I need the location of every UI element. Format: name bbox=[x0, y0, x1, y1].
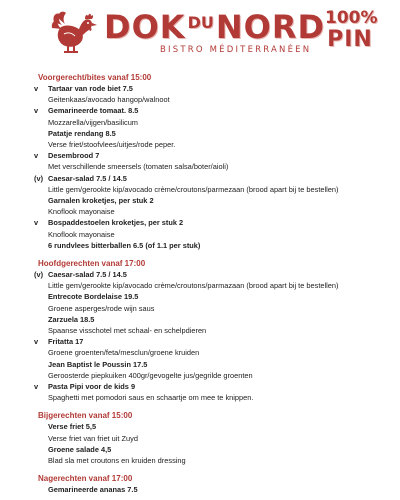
vegetarian-marker: v bbox=[34, 382, 39, 392]
dish-description bbox=[0, 117, 400, 128]
dish-description bbox=[0, 161, 400, 172]
line-text: Bospaddestoelen kroketjes, per stuk 2 bbox=[48, 218, 184, 228]
vegetarian-marker: v bbox=[34, 84, 39, 93]
vegetarian-marker: v bbox=[34, 151, 39, 161]
section-title: Hoofdgerechten vanaf 17:00 bbox=[38, 259, 146, 269]
line-text: Caesar-salad 7.5 / 14.5 bbox=[48, 173, 127, 183]
line-text: Little gem/gerookte kip/avocado crème/croutons/parmazaan (brood apart bij te bestellen) bbox=[48, 281, 339, 291]
line-text: Geitenkaas/avocado hangop/walnoot bbox=[48, 95, 170, 105]
dish-description bbox=[0, 229, 400, 240]
line-text: Verse friet van friet uit Zuyd bbox=[48, 433, 138, 443]
dish-description bbox=[0, 206, 400, 217]
section-title: Nagerechten vanaf 17:00 bbox=[38, 474, 133, 484]
brand-logo bbox=[104, 6, 325, 55]
dish-description bbox=[0, 347, 400, 358]
dish-description bbox=[0, 303, 400, 314]
vegetarian-marker: (v) bbox=[34, 173, 44, 183]
dish-description bbox=[0, 455, 400, 466]
brand-name-left: DOK bbox=[104, 8, 186, 46]
menu-section bbox=[0, 410, 400, 466]
line-text: Gemarineerde tomaat. 8.5 bbox=[48, 106, 139, 116]
line-text: Desembrood 7 bbox=[48, 151, 100, 161]
line-text: Knoflook mayonaise bbox=[48, 207, 115, 217]
menu-header bbox=[0, 0, 400, 66]
brand-name bbox=[104, 6, 325, 44]
dish-description bbox=[0, 433, 400, 444]
dish-name bbox=[0, 484, 400, 495]
line-text: Blad sla met croutons en kruiden dressing bbox=[48, 456, 186, 466]
dish-name bbox=[0, 381, 400, 392]
line-text: Spaanse visschotel met schaal- en schelpdieren bbox=[48, 326, 207, 336]
dish-name bbox=[0, 150, 400, 161]
rooster-logo-icon bbox=[50, 8, 100, 54]
vegetarian-marker: v bbox=[34, 218, 39, 228]
line-text: Pasta Pipi voor de kids 9 bbox=[48, 382, 136, 392]
dish-description bbox=[0, 280, 400, 291]
dish-description bbox=[0, 392, 400, 403]
dish-description bbox=[0, 370, 400, 381]
dish-name bbox=[0, 105, 400, 116]
line-text: Knoflook mayonaise bbox=[48, 229, 115, 239]
menu-section bbox=[0, 258, 400, 403]
line-text: Gemarineerde ananas 7.5 bbox=[48, 485, 138, 495]
badge-percent: 100% bbox=[325, 8, 378, 28]
line-text: Groene salade 4,5 bbox=[48, 444, 112, 454]
brand-name-right: NORD bbox=[215, 8, 326, 46]
line-text: Mozzarella/vijgen/basilicum bbox=[48, 117, 138, 127]
dish-name bbox=[0, 421, 400, 432]
line-text: Garnalen kroketjes, per stuk 2 bbox=[48, 196, 154, 206]
dish-name bbox=[0, 83, 400, 94]
dish-description bbox=[0, 184, 400, 195]
vegetarian-marker: v bbox=[34, 106, 39, 116]
line-text: Verse friet 5,5 bbox=[48, 422, 97, 432]
brand-name-du: DU bbox=[187, 13, 214, 32]
dish-name bbox=[0, 128, 400, 139]
dish-name bbox=[0, 269, 400, 280]
dish-name bbox=[0, 314, 400, 325]
line-text: Patatje rendang 8.5 bbox=[48, 128, 116, 138]
section-title: Bijgerechten vanaf 15:00 bbox=[38, 411, 133, 421]
line-text: Groene groenten/feta/mesclun/groene kruiden bbox=[48, 348, 200, 358]
vegetarian-marker: v bbox=[34, 337, 39, 347]
dish-name bbox=[0, 336, 400, 347]
line-text: Verse friet/stoofvlees/uitjes/rode peper. bbox=[48, 140, 176, 150]
line-text: 6 rundvlees bitterballen 6.5 (of 1.1 per stuk) bbox=[48, 240, 201, 250]
dish-name bbox=[0, 173, 400, 184]
badge-pin-text: PIN bbox=[327, 27, 373, 52]
line-text: Groene asperges/rode wijn saus bbox=[48, 303, 155, 313]
line-text: Spaghetti met pomodori saus en schaartje om mee te knippen. bbox=[48, 393, 254, 403]
line-text: Zarzuela 18.5 bbox=[48, 314, 95, 324]
dish-description bbox=[0, 94, 400, 105]
menu-section bbox=[0, 473, 400, 495]
line-text: Entrecote Bordelaise 19.5 bbox=[48, 292, 139, 302]
dish-name bbox=[0, 240, 400, 251]
dish-description bbox=[0, 139, 400, 150]
line-text: Jean Baptist le Poussin 17.5 bbox=[48, 359, 148, 369]
dish-name bbox=[0, 359, 400, 370]
line-text: Fritatta 17 bbox=[48, 337, 84, 347]
line-text: Little gem/gerookte kip/avocado crème/croutons/parmezaan (brood apart bij te bestellen) bbox=[48, 184, 339, 194]
brand-subtitle: BISTRO MÉDITERRANÉEN bbox=[160, 45, 312, 55]
line-text: Caesar-salad 7.5 / 14.5 bbox=[48, 270, 127, 280]
menu-section bbox=[0, 72, 400, 251]
vegetarian-marker: (v) bbox=[34, 270, 44, 280]
menu-content bbox=[0, 72, 400, 500]
pin-badge bbox=[325, 8, 378, 52]
dish-name bbox=[0, 444, 400, 455]
line-text: Met verschillende smeersels (tomaten salsa/boter/aioli) bbox=[48, 162, 229, 172]
dish-name bbox=[0, 217, 400, 228]
dish-name bbox=[0, 291, 400, 302]
section-title: Voorgerecht/bites vanaf 15:00 bbox=[38, 73, 152, 82]
dish-name bbox=[0, 195, 400, 206]
dish-description bbox=[0, 325, 400, 336]
line-text: Tartaar van rode biet 7.5 bbox=[48, 84, 133, 93]
line-text: Geroosterde piepkuiken 400gr/gevogelte jus/gegrilde groenten bbox=[48, 370, 253, 380]
